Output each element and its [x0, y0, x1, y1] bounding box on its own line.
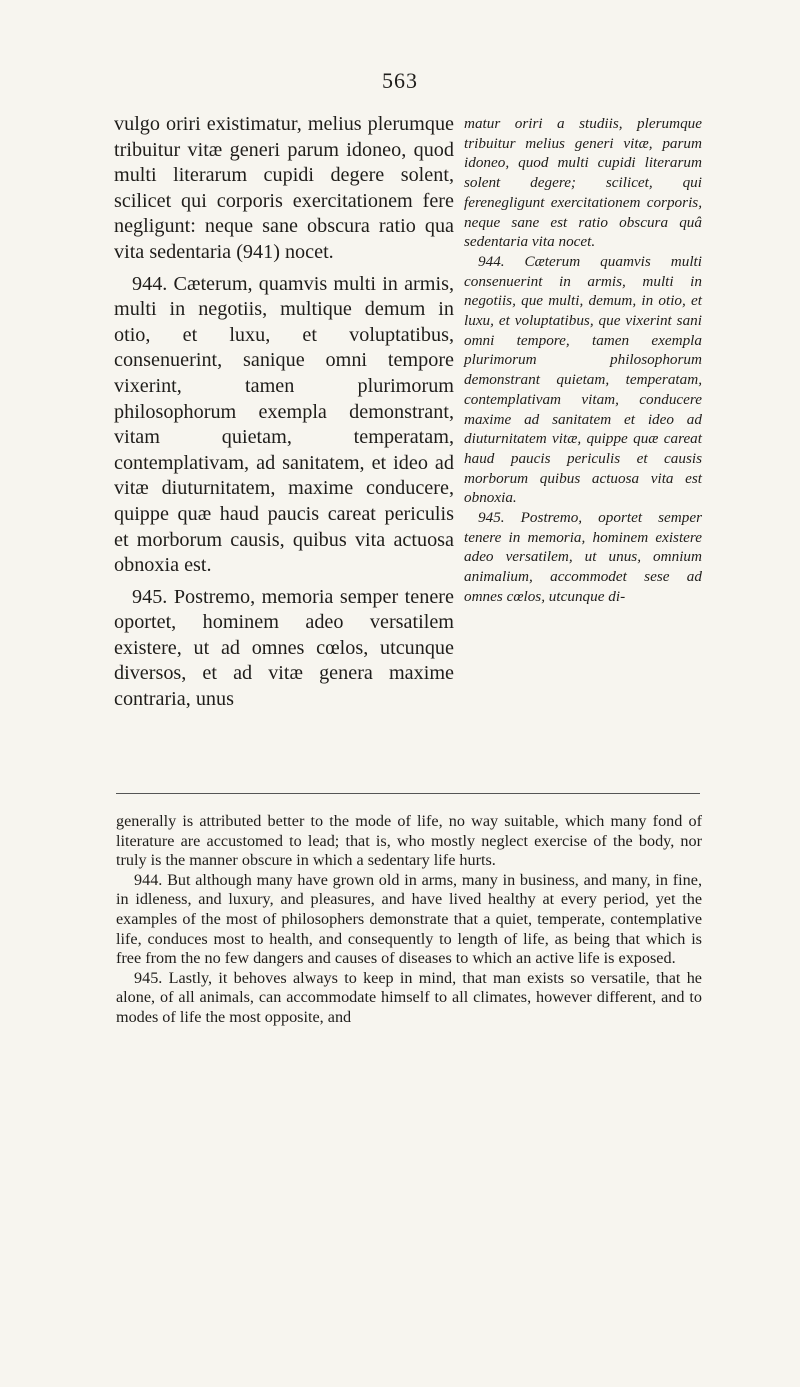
- translation-paragraph-945: 945. Lastly, it behoves always to keep in mind, that man exists so versatile, that he alone, of all animals, can accommodate himself to all climates, however different, and to modes of life the most opposite, and: [116, 968, 702, 1026]
- translation-continuation: generally is attributed better to the mode of life, no way suitable, which many fond of literature are accustomed to lead; that is, who mostly neglect exercise of the body, nor truly is the manner obscure in which a sedentary life hurts.: [116, 812, 702, 870]
- translation-section: [116, 812, 702, 1028]
- ordo-column: [464, 114, 702, 607]
- translation-paragraph-944: 944. But although many have grown old in arms, many in business, and many, in fine, in idleness, and luxury, and pleasures, and have lived healthy at every period, yet the examples of the most of philosophers demonstrate that a quiet, temperate, contemplative life, conduces most to health, and consequently to length of life, as being that which is free from the no few dangers and causes of diseases to which an active life is exposed.: [116, 870, 702, 968]
- footnote-divider: [116, 793, 700, 794]
- latin-column: [114, 112, 454, 713]
- page-number: 563: [382, 68, 418, 93]
- latin-paragraph-945: 945. Postremo, memoria semper tenere oportet, hominem adeo versatilem existere, ut ad omnes cœlos, utcunque diversos, et ad vitæ genera maxime contraria, unus: [114, 585, 454, 711]
- ordo-paragraph-944: 944. Cæterum quamvis multi consenuerint in armis, multi in negotiis, que multi, demum, in otio, et luxu, et voluptatibus, que vixerint sani omni tempore, tamen exempla plurimorum philosophorum demonstrant quietam, temperatam, contemplativam vitam, conducere maxime ad sanitatem et ideo ad diuturnitatem vitæ, quippe quæ careat haud paucis periculis et causis morborum quibus actuosa vita est obnoxia.: [464, 252, 702, 507]
- latin-paragraph-944: 944. Cæterum, quamvis multi in armis, multi in negotiis, multique demum in otio, et luxu, et voluptatibus, consenuerint, sanique omni tempore vixerint, tamen plurimorum philosophorum exempla demonstrant, vitam quietam, temperatam, contemplativam, ad sanitatem, et ideo ad vitæ diuturnitatem, maxime conducere, quippe quæ haud paucis careat periculis et morborum causis, quibus vita actuosa obnoxia est.: [114, 272, 454, 577]
- latin-continuation: vulgo oriri existimatur, melius plerumque tribuitur vitæ generi parum idoneo, quod multi literarum cupidi degere solent, scilicet qui corporis exercitationem fere negligunt: neque sane obscura ratio qua vita sedentaria (941) nocet.: [114, 113, 454, 263]
- ordo-continuation: matur oriri a studiis, plerumque tribuitur melius generi vitæ, parum idoneo, quod multi cupidi literarum solent degere; scilicet, qui ferenegligunt exercitationem corporis, neque sane est ratio obscura quâ sedentaria vita nocet.: [464, 115, 702, 251]
- ordo-paragraph-945: 945. Postremo, oportet semper tenere in memoria, hominem existere adeo versatilem, ut unus, omnium animalium, accommodet sese ad omnes cœlos, utcunque di-: [464, 509, 702, 605]
